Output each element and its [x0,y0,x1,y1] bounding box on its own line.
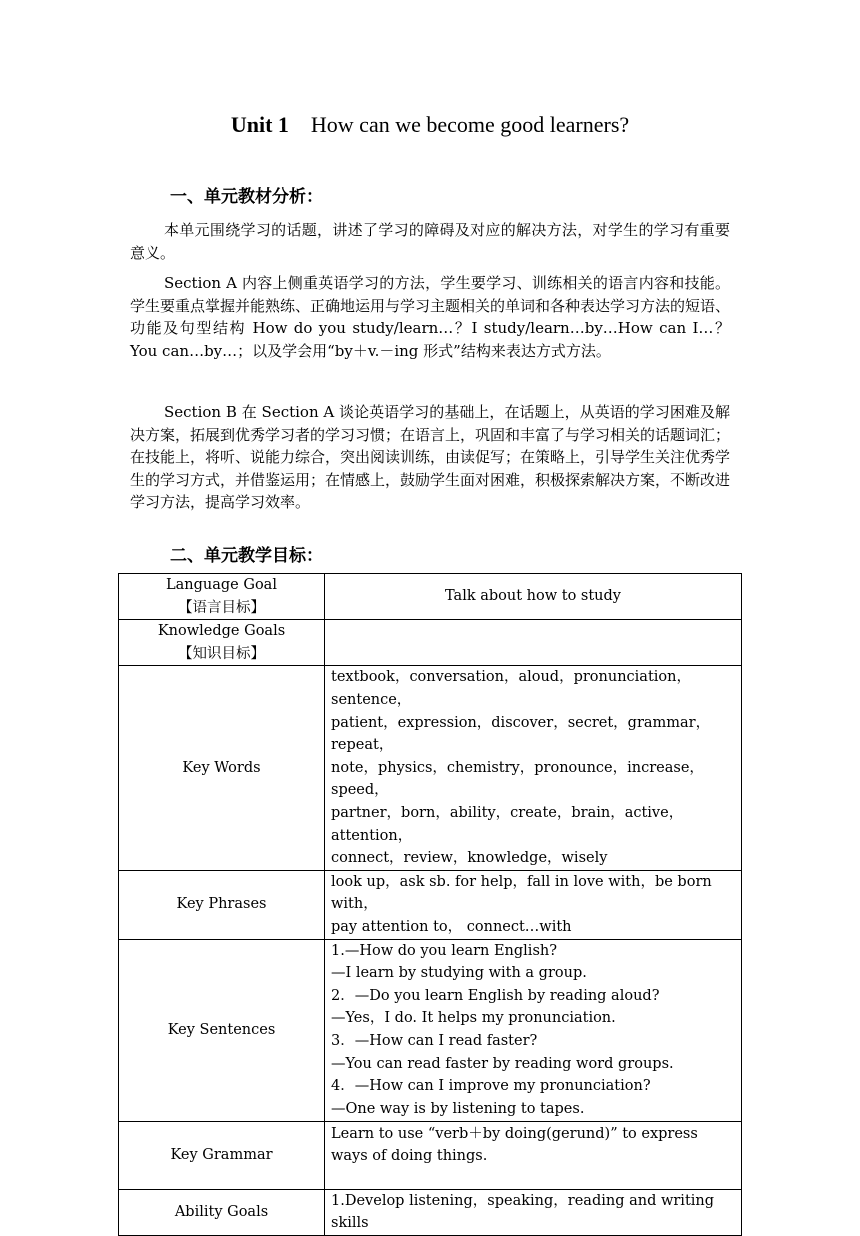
label-line: Key Words [182,759,261,776]
label-line: Language Goal [166,577,277,593]
row-content [325,574,742,620]
content-line: 1.Develop listening，speaking，reading and writing skills [331,1192,715,1232]
analysis-paragraph-3: Section B 在 Section A 谈论英语学习的基础上，在话题上，从英语的学习困难及解决方案，拓展到优秀学习者的学习习惯；在语言上，巩固和丰富了与学习相关的话题词汇；在技能上，将听、说能力综合，突出阅读训练，由读促写；在策略上，引导学生关注优秀学生的学习方式，并借鉴运用；在情感上，鼓励学生面对困难，积极探索解决方案，不断改进学习方法，提高学习效率。 [130,403,731,512]
content-line: note，physics，chemistry，pronounce，increase，speed， [331,759,704,799]
row-label [119,870,325,939]
content-line: 2．—Do you learn English by reading aloud? [331,987,660,1004]
analysis-paragraph-2: Section A 内容上侧重英语学习的方法，学生要学习、训练相关的语言内容和技能。学生要重点掌握并能熟练、正确地运用与学习主题相关的单词和各种表达学习方法的短语、功能及句型结构 How do you study/learn…？I study/learn…by…How can I…？ You can…by…；以及学会用“by＋v.－ing 形式”结构来表达方式方法。 [130,274,731,360]
content-line: 3．—How can I read faster? [331,1033,538,1049]
row-label [119,1121,325,1189]
table-row [119,1189,742,1235]
content-line: —One way is by listening to tapes. [331,1100,585,1117]
label-line: Knowledge Goals [157,623,286,640]
row-content [325,620,742,666]
table-row [119,574,742,620]
analysis-paragraph-1: 本单元围绕学习的话题，讲述了学习的障碍及对应的解决方法，对学生的学习有重要意义。 [130,221,730,262]
content-line: 1.—How do you learn English? [331,942,557,959]
content-line: ways of doing things. [331,1148,488,1165]
content-line: Learn to use “verb＋by doing(gerund)” to express [331,1125,698,1142]
row-content [325,1189,742,1235]
content-line: pay attention to， connect…with [331,918,572,935]
content-line: look up，ask sb. for help，fall in love with，be born with， [331,873,712,913]
content-line: 4．—How can I improve my pronunciation? [331,1078,651,1095]
table-row [119,620,742,666]
unit-title-text: How can we become good learners? [310,112,630,137]
label-line: Key Sentences [167,1021,276,1038]
content-line: Talk about how to study [445,588,621,605]
label-line: Ability Goals [174,1203,269,1220]
content-line: connect，review，knowledge，wisely [331,850,608,867]
goals-table [118,573,742,1236]
row-label [119,666,325,870]
unit-number: Unit 1 [230,112,289,137]
table-row [119,939,742,1121]
row-content [325,939,742,1121]
label-line: Key Phrases [176,896,267,913]
label-line: 【知识目标】 [178,645,265,662]
label-line: Key Grammar [170,1146,273,1163]
row-label [119,620,325,666]
content-line: —Yes，I do. It helps my pronunciation. [331,1010,616,1027]
row-label [119,1189,325,1235]
label-line: 【语言目标】 [178,599,265,616]
table-row [119,870,742,939]
row-label [119,939,325,1121]
row-label [119,574,325,620]
content-line: partner，born，ability，create，brain，active，attention， [331,804,684,844]
section-heading-goals: 二、单元教学目标： [170,546,323,566]
row-content [325,666,742,870]
content-line: —You can read faster by reading word groups. [331,1055,674,1072]
content-line: patient，expression，discover，secret，grammar，repeat， [331,714,711,754]
content-line: —I learn by studying with a group. [331,965,587,982]
row-content [325,1121,742,1189]
unit-title [0,112,860,138]
content-line: textbook，conversation，aloud，pronunciation，sentence， [331,669,691,708]
table-row [119,666,742,870]
row-content [325,870,742,939]
table-row [119,1121,742,1189]
section-heading-analysis: 一、单元教材分析： [170,187,323,207]
